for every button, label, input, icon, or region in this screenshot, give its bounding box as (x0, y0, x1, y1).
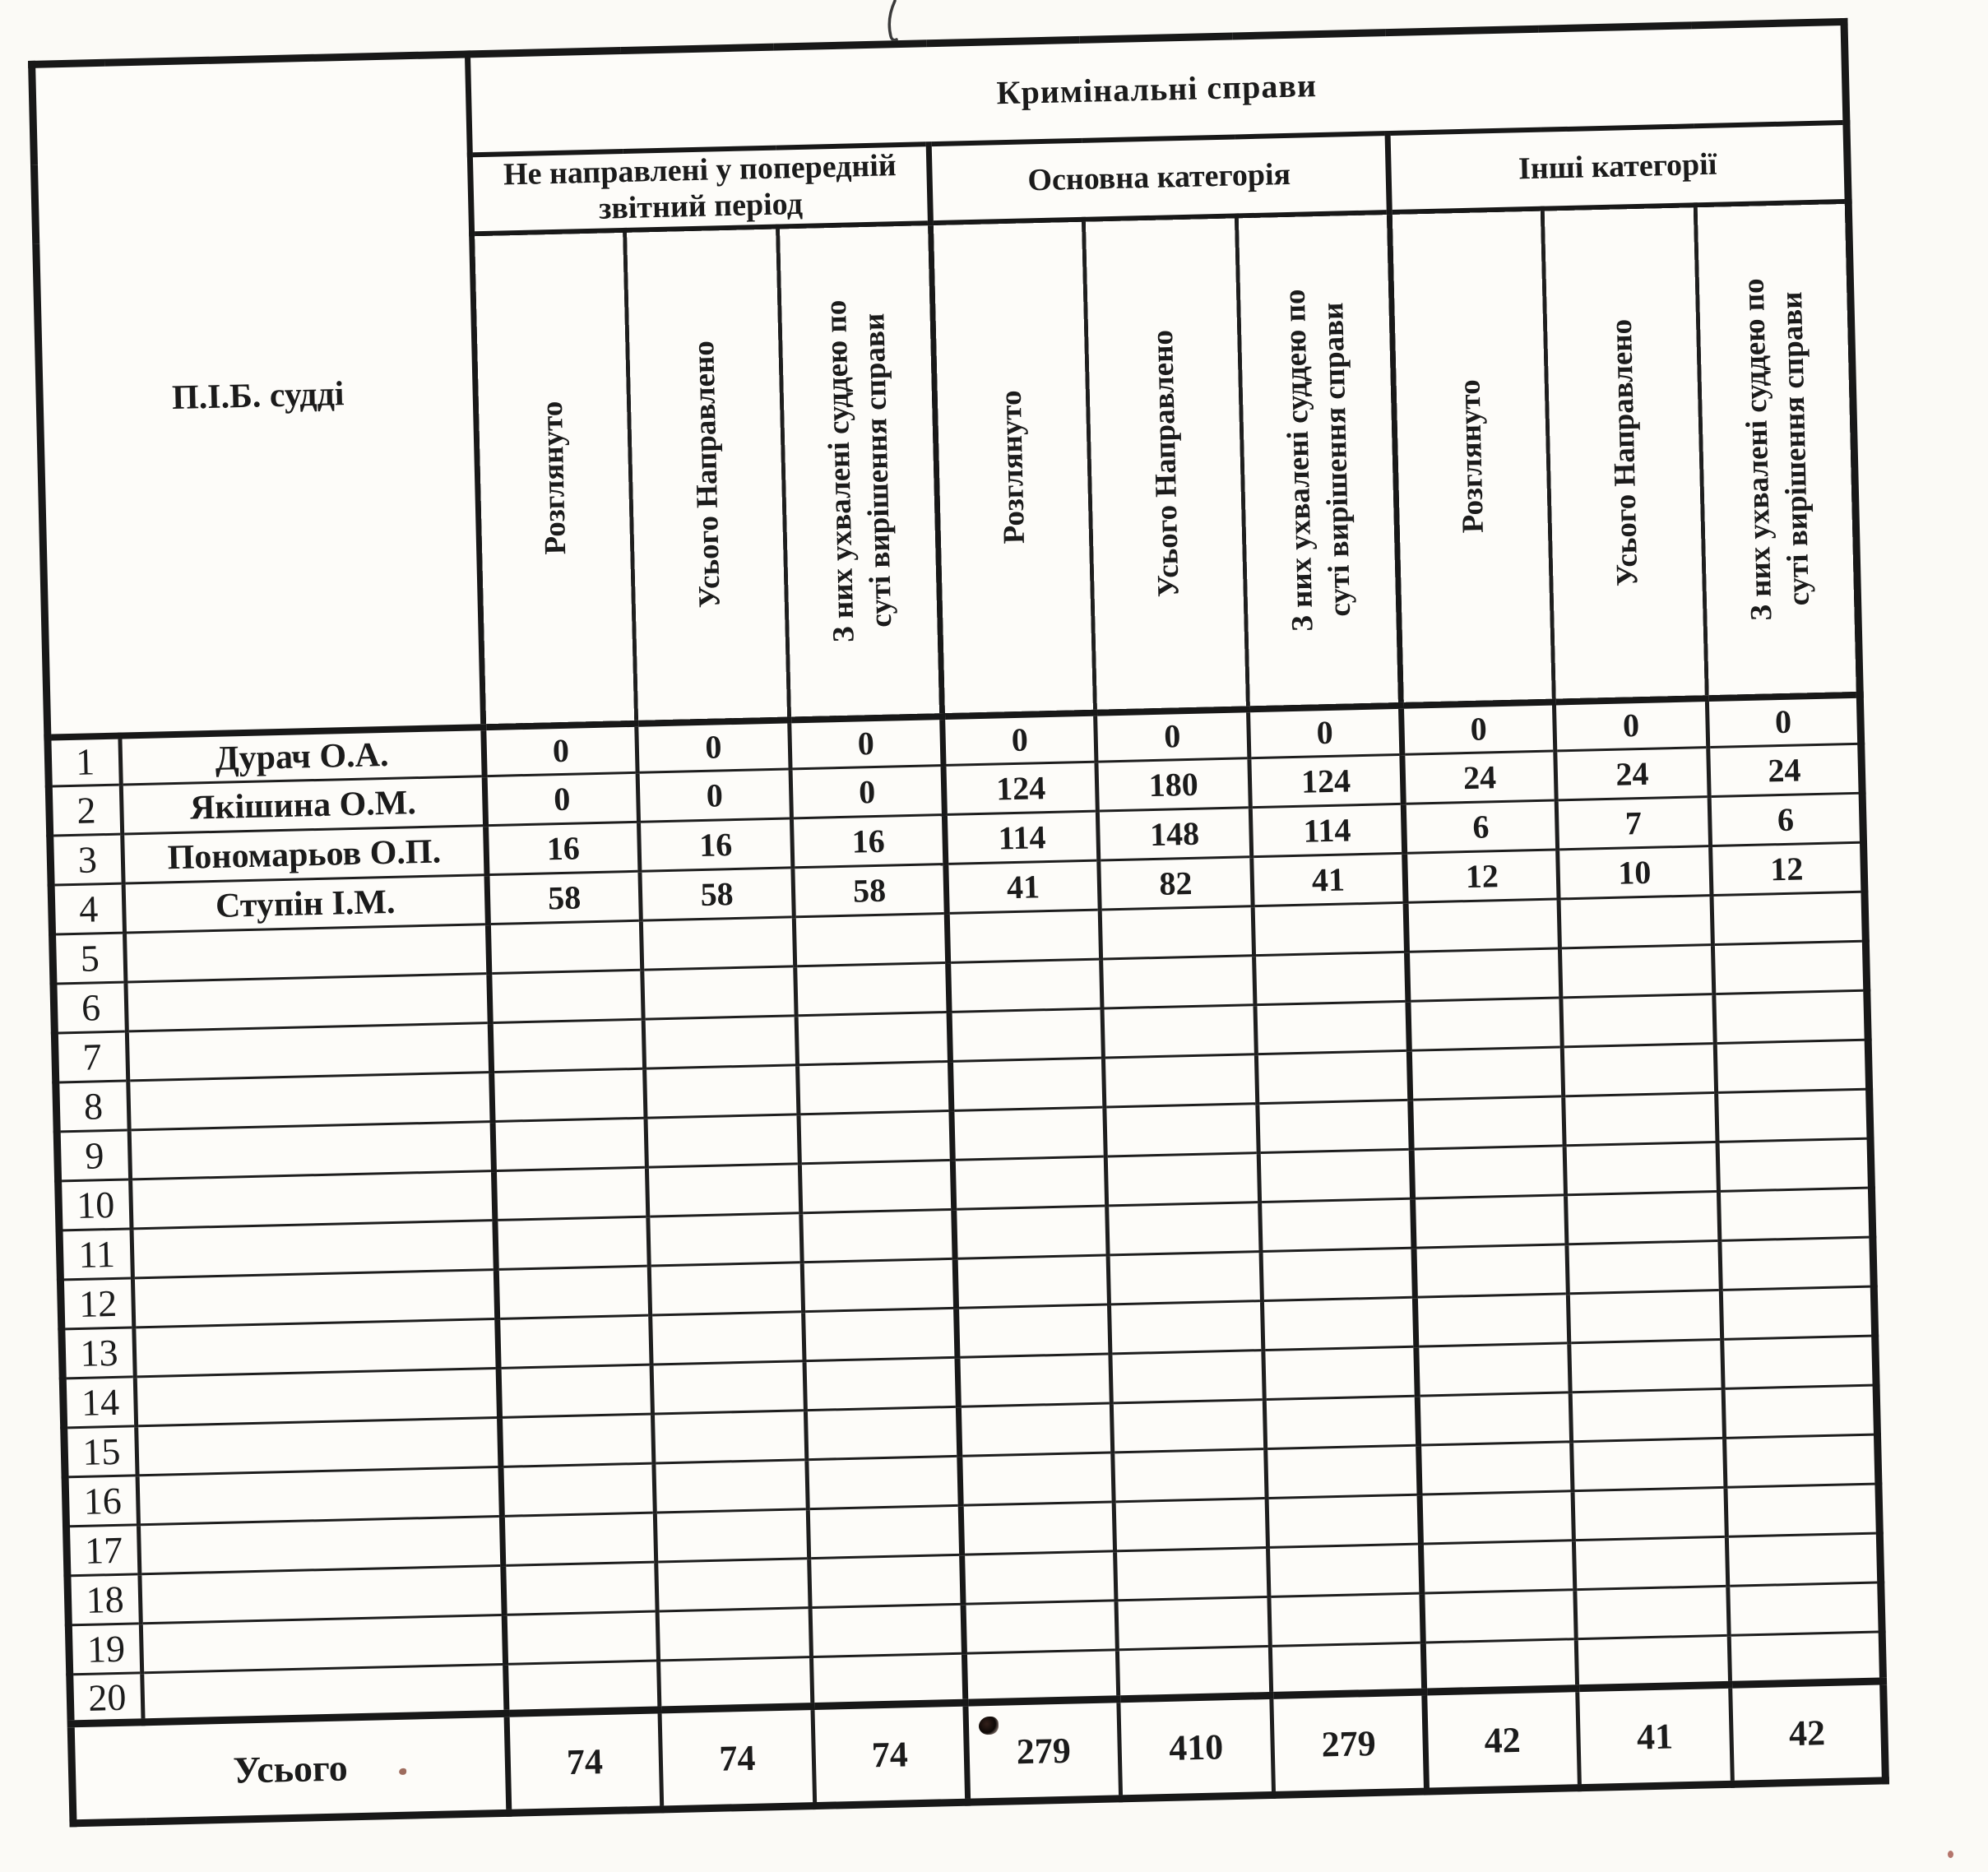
totals-value: 41 (1578, 1684, 1733, 1787)
value-cell: 0 (1707, 694, 1861, 747)
judge-name-cell: Дурач О.А. (120, 727, 484, 785)
value-cell (642, 966, 796, 1019)
value-cell (1725, 1434, 1879, 1487)
value-cell (1570, 1388, 1724, 1441)
judge-name-cell (140, 1565, 504, 1623)
value-cell: 16 (486, 822, 640, 874)
value-cell (1420, 1491, 1573, 1544)
value-cell (1406, 899, 1559, 952)
totals-value: 410 (1119, 1695, 1274, 1798)
main-header: Кримінальні справи (467, 21, 1847, 154)
value-cell (961, 1502, 1114, 1555)
value-cell (1416, 1343, 1570, 1396)
value-cell: 58 (793, 864, 947, 916)
value-cell (1117, 1646, 1271, 1698)
row-number-cell: 13 (62, 1328, 135, 1379)
value-cell (649, 1263, 803, 1315)
value-cell (798, 1061, 952, 1114)
value-cell: 124 (1249, 754, 1403, 807)
value-cell (1100, 906, 1254, 959)
value-cell (1562, 1044, 1716, 1096)
value-cell: 58 (640, 868, 794, 920)
value-cell (1422, 1590, 1576, 1643)
row-number-cell: 16 (65, 1476, 138, 1527)
value-cell: 148 (1097, 808, 1251, 860)
value-cell: 0 (943, 712, 1096, 765)
judge-name-cell (127, 1023, 491, 1081)
value-cell (1726, 1484, 1879, 1536)
value-cell (1721, 1286, 1874, 1339)
totals-value: 74 (507, 1710, 662, 1813)
value-cell (492, 1068, 646, 1121)
value-cell (646, 1164, 800, 1216)
row-number-cell: 10 (58, 1179, 132, 1230)
value-cell (495, 1216, 649, 1269)
value-cell: 82 (1099, 857, 1253, 910)
value-cell (947, 910, 1101, 962)
row-number-cell: 18 (67, 1574, 141, 1625)
value-cell (796, 1012, 950, 1064)
judge-name-cell (138, 1516, 503, 1573)
judge-name-cell: Ступін І.М. (123, 875, 488, 933)
value-cell (1573, 1536, 1727, 1589)
value-cell (503, 1562, 657, 1615)
value-cell (1268, 1544, 1422, 1596)
value-cell (1728, 1582, 1882, 1635)
row-number-cell: 19 (68, 1624, 141, 1675)
value-cell (1572, 1438, 1726, 1490)
value-cell (652, 1411, 806, 1463)
value-cell (1110, 1301, 1263, 1354)
totals-value: 279 (1272, 1692, 1427, 1795)
value-cell (950, 1058, 1104, 1110)
value-cell: 0 (484, 723, 637, 776)
value-cell (962, 1551, 1116, 1604)
value-cell (952, 1156, 1106, 1209)
value-cell: 0 (637, 769, 791, 822)
value-cell (498, 1315, 651, 1368)
row-number-cell: 15 (64, 1426, 137, 1477)
value-cell (1110, 1351, 1264, 1403)
value-cell (501, 1463, 655, 1516)
value-cell (808, 1505, 962, 1558)
value-cell (1715, 1040, 1869, 1092)
value-cell: 24 (1402, 751, 1556, 804)
judge-name-cell (129, 1122, 494, 1179)
value-cell (1105, 1153, 1259, 1206)
totals-value: 74 (660, 1707, 815, 1809)
row-number-cell: 3 (50, 834, 123, 885)
speck-artifact (1948, 1851, 1953, 1858)
value-cell (659, 1657, 813, 1710)
subcol-header-decided-on-merits: З них ухвалені суддею по суті вирішення справи (1277, 289, 1358, 632)
value-cell (1712, 892, 1865, 944)
value-cell (1415, 1294, 1569, 1346)
value-cell (1573, 1487, 1726, 1540)
value-cell (1559, 896, 1712, 948)
row-number-cell: 8 (56, 1081, 129, 1132)
value-cell (498, 1365, 652, 1417)
value-cell (949, 1008, 1103, 1061)
subcol-header-total-sent: Усього Направлено (686, 340, 727, 609)
judge-name-cell (128, 1073, 493, 1130)
value-cell: 114 (944, 811, 1098, 864)
value-cell: 41 (946, 860, 1100, 913)
subcol-header-considered: Розглянуто (1453, 378, 1490, 534)
value-cell (1270, 1643, 1424, 1695)
judge-name-header: П.І.Б. судді (32, 54, 484, 737)
value-cell (1105, 1104, 1258, 1156)
judge-name-cell (135, 1368, 499, 1425)
value-cell (1260, 1198, 1414, 1251)
value-cell (801, 1209, 955, 1262)
value-cell (1561, 994, 1715, 1047)
row-number-cell: 7 (54, 1031, 127, 1082)
value-cell: 124 (943, 762, 1097, 814)
value-cell (1722, 1336, 1876, 1388)
value-cell (1419, 1442, 1573, 1494)
value-cell: 0 (790, 716, 943, 769)
value-cell (1101, 956, 1255, 1008)
judge-name-cell (132, 1269, 497, 1327)
row-number-cell: 17 (66, 1525, 139, 1576)
value-cell (1258, 1149, 1412, 1202)
value-cell (1712, 941, 1866, 994)
value-cell: 0 (1554, 698, 1708, 751)
subcol-header-total-sent: Усього Направлено (1604, 318, 1644, 587)
value-cell (964, 1650, 1118, 1703)
value-cell (957, 1354, 1111, 1406)
value-cell (651, 1312, 804, 1365)
value-cell (1718, 1188, 1872, 1240)
value-cell (1116, 1596, 1270, 1649)
value-cell (1103, 1054, 1257, 1107)
subcol-header-decided-on-merits: З них ухвалені суддею по суті вирішення справи (818, 299, 899, 643)
value-cell (1411, 1146, 1565, 1198)
value-cell (1254, 952, 1408, 1004)
value-cell (1256, 1050, 1410, 1103)
value-cell (1258, 1100, 1411, 1152)
value-cell (646, 1114, 799, 1167)
value-cell (799, 1160, 953, 1212)
value-cell (502, 1513, 656, 1565)
value-cell: 6 (1709, 793, 1863, 846)
value-cell: 16 (639, 818, 793, 871)
row-number-cell: 4 (51, 883, 124, 934)
value-cell (1262, 1297, 1416, 1350)
value-cell (488, 920, 642, 973)
value-cell (490, 1019, 644, 1072)
judge-name-cell (142, 1664, 507, 1721)
value-cell: 0 (484, 772, 638, 825)
court-statistics-table (28, 18, 1889, 1828)
group-header-not-sent: Не направлені у попередній звітний період (470, 144, 930, 234)
row-number-cell: 9 (57, 1130, 130, 1181)
value-cell (805, 1406, 959, 1459)
value-cell (1568, 1290, 1722, 1342)
value-cell (810, 1604, 964, 1657)
value-cell: 7 (1556, 797, 1710, 850)
value-cell (1107, 1202, 1261, 1255)
value-cell (657, 1608, 811, 1661)
row-number-cell: 14 (63, 1377, 136, 1428)
value-cell (1114, 1499, 1267, 1551)
value-cell: 0 (1248, 705, 1402, 758)
value-cell (1420, 1541, 1574, 1593)
judge-name-cell (126, 974, 490, 1031)
value-cell (493, 1118, 646, 1170)
judge-name-cell (125, 924, 489, 982)
value-cell (1115, 1547, 1269, 1600)
judge-name-cell: Пономарьов О.П. (123, 826, 487, 883)
value-cell (1414, 1244, 1568, 1297)
value-cell (641, 917, 795, 970)
value-cell (794, 913, 948, 966)
totals-value: 42 (1425, 1689, 1580, 1791)
value-cell: 41 (1252, 853, 1406, 906)
judge-name-cell (131, 1171, 495, 1229)
value-cell (1417, 1392, 1571, 1445)
totals-value: 74 (813, 1703, 968, 1805)
value-cell: 24 (1708, 744, 1862, 796)
pen-mark-artifact (874, 0, 910, 43)
totals-label: Усього (71, 1713, 509, 1823)
value-cell: 0 (790, 766, 944, 818)
value-cell (807, 1456, 961, 1508)
value-cell (656, 1559, 810, 1611)
value-cell (1267, 1494, 1420, 1547)
row-number-cell: 2 (49, 785, 122, 836)
value-cell (1261, 1248, 1415, 1300)
statistics-table-wrapper (28, 18, 1882, 1819)
value-cell (948, 959, 1102, 1012)
value-cell (1263, 1346, 1417, 1399)
value-cell (1717, 1089, 1870, 1142)
judge-name-cell (134, 1318, 498, 1376)
value-cell: 24 (1555, 748, 1709, 800)
value-cell (960, 1453, 1114, 1505)
subcol-header-total-sent: Усього Направлено (1145, 329, 1186, 598)
value-cell (1575, 1586, 1729, 1638)
value-cell (489, 970, 643, 1022)
row-number-cell: 12 (60, 1278, 133, 1329)
subcol-header-decided-on-merits: З них ухвалені суддею по суті вирішення справи (1736, 278, 1816, 622)
value-cell (506, 1661, 660, 1713)
value-cell (1113, 1449, 1267, 1502)
value-cell (1720, 1237, 1874, 1290)
subcol-header-considered: Розглянуто (994, 390, 1032, 544)
row-number-cell: 5 (53, 933, 126, 984)
value-cell (643, 1016, 797, 1068)
value-cell (1413, 1195, 1567, 1248)
value-cell (1411, 1096, 1564, 1149)
row-number-cell: 20 (70, 1673, 143, 1724)
ink-blot-artifact (979, 1717, 999, 1735)
value-cell (1564, 1142, 1718, 1194)
value-cell (812, 1653, 966, 1706)
value-cell (1576, 1635, 1730, 1688)
judge-name-cell: Якішина О.М. (121, 776, 485, 834)
value-cell (648, 1213, 802, 1266)
value-cell (963, 1601, 1117, 1653)
value-cell (795, 962, 949, 1015)
value-cell: 6 (1403, 800, 1557, 853)
value-cell (496, 1266, 650, 1318)
judge-name-cell (141, 1615, 505, 1672)
value-cell (952, 1107, 1105, 1160)
value-cell (1111, 1400, 1265, 1453)
value-cell (1409, 1047, 1563, 1100)
totals-value: 42 (1731, 1681, 1886, 1784)
value-cell (1723, 1385, 1877, 1438)
subcol-header-considered: Розглянуто (535, 401, 573, 555)
value-cell (804, 1308, 957, 1360)
value-cell (1264, 1396, 1418, 1448)
value-cell (802, 1258, 956, 1311)
value-cell (1564, 1092, 1717, 1145)
value-cell (494, 1167, 647, 1220)
value-cell (1717, 1138, 1871, 1191)
group-header-main-category: Основна категорія (929, 133, 1389, 223)
value-cell (1423, 1639, 1577, 1692)
value-cell (1567, 1240, 1721, 1293)
group-header-other-categories: Інші категорії (1388, 122, 1848, 211)
value-cell (1566, 1191, 1720, 1244)
totals-value: 279 (966, 1699, 1121, 1802)
value-cell (957, 1304, 1110, 1357)
value-cell (1102, 1005, 1256, 1058)
value-cell: 180 (1096, 758, 1250, 811)
value-cell (504, 1611, 658, 1664)
value-cell (804, 1357, 958, 1410)
value-cell: 12 (1711, 842, 1865, 895)
value-cell (1255, 1001, 1409, 1054)
value-cell (1559, 945, 1713, 998)
value-cell (500, 1414, 654, 1467)
value-cell: 0 (1401, 702, 1555, 754)
value-cell (1266, 1445, 1420, 1498)
judge-name-cell (132, 1221, 496, 1278)
value-cell (1408, 998, 1562, 1050)
value-cell (651, 1361, 805, 1414)
value-cell (1407, 948, 1561, 1001)
value-cell (1569, 1339, 1723, 1392)
value-cell (954, 1206, 1108, 1258)
value-cell: 58 (487, 871, 641, 924)
speck-artifact (399, 1768, 406, 1775)
judge-name-cell (137, 1417, 501, 1475)
value-cell (1253, 902, 1406, 955)
value-cell: 12 (1405, 850, 1559, 902)
row-number-cell: 1 (48, 735, 121, 786)
value-cell: 114 (1250, 804, 1404, 856)
value-cell (809, 1555, 963, 1607)
value-cell (955, 1255, 1109, 1308)
value-cell (1269, 1593, 1423, 1646)
value-cell (1726, 1533, 1880, 1586)
value-cell (1729, 1632, 1883, 1684)
row-number-cell: 6 (53, 982, 127, 1033)
value-cell: 0 (637, 720, 790, 772)
row-number-cell: 11 (59, 1229, 132, 1280)
value-cell: 0 (1096, 709, 1249, 762)
value-cell (645, 1065, 799, 1118)
value-cell: 10 (1558, 846, 1712, 899)
value-cell (1108, 1252, 1262, 1304)
value-cell (655, 1509, 809, 1562)
value-cell (1714, 990, 1868, 1043)
value-cell: 16 (791, 814, 945, 867)
value-cell (799, 1110, 952, 1163)
judge-name-cell (137, 1467, 502, 1524)
value-cell (958, 1403, 1112, 1456)
value-cell (654, 1460, 808, 1513)
